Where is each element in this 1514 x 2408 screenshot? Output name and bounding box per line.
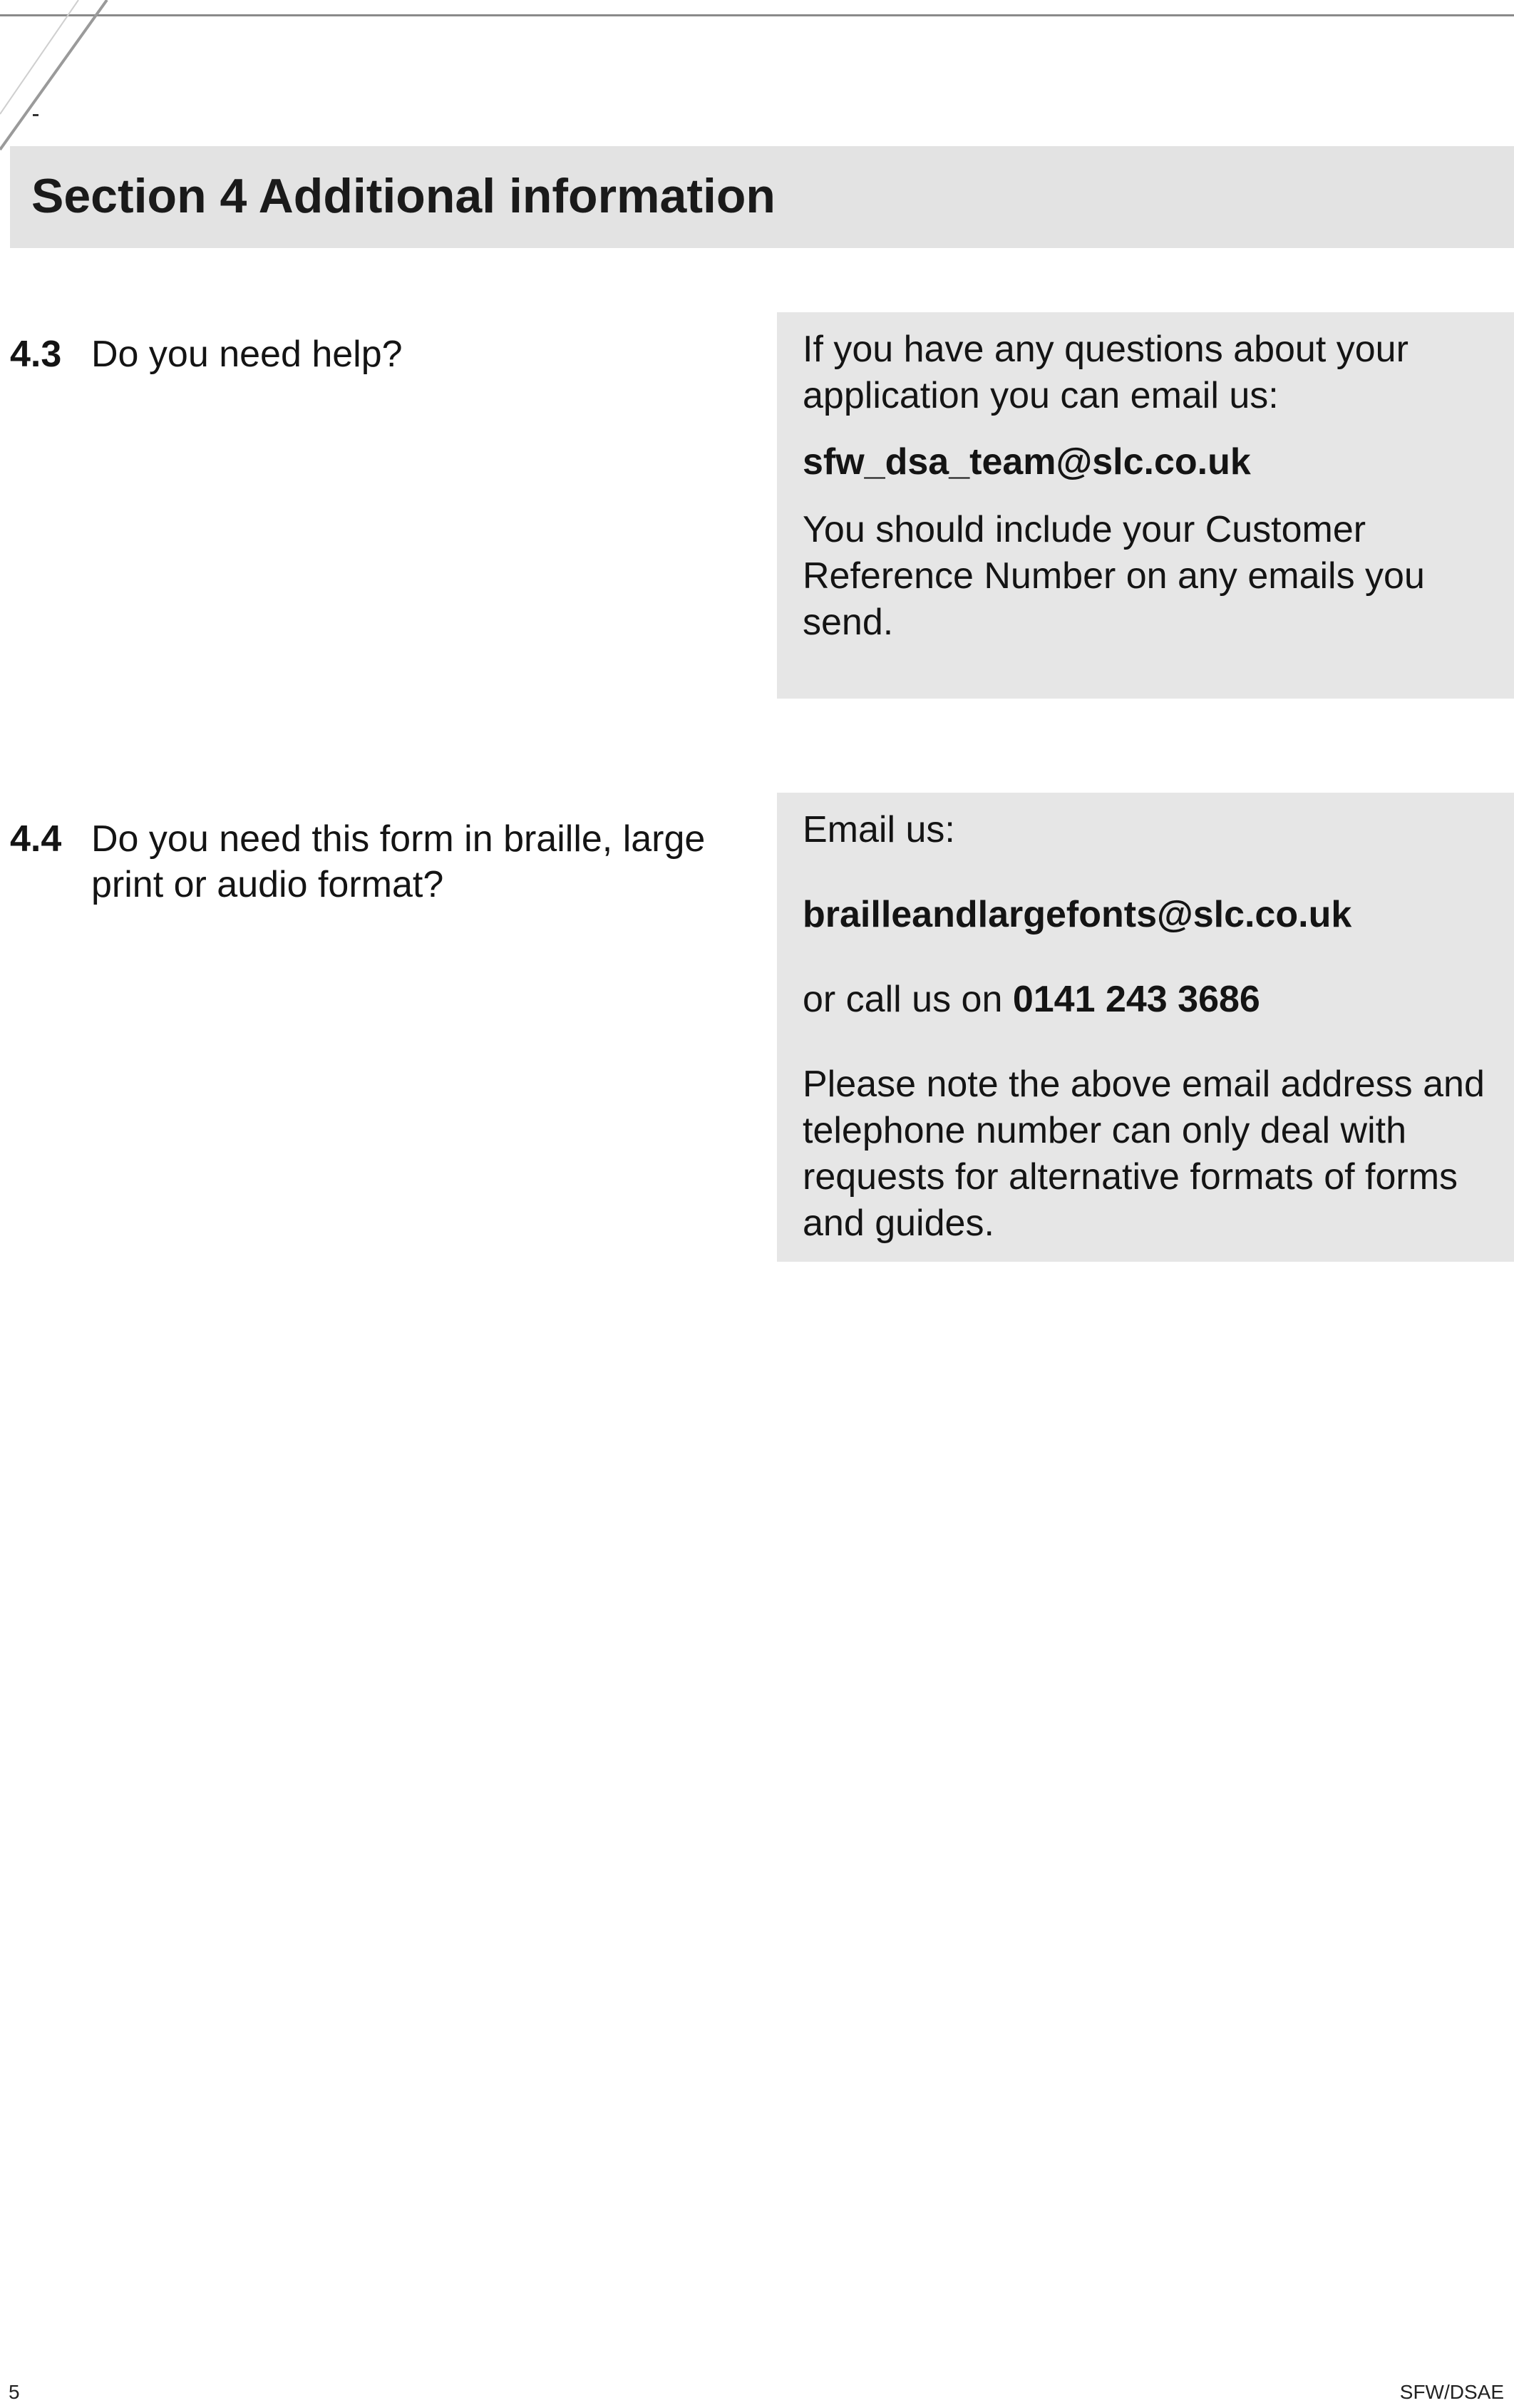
page-number: 5 — [9, 2381, 20, 2403]
section-header — [10, 146, 1514, 248]
format-note-text: Please note the above email address and telephone number can only deal with requests for alternative formats of forms and guides. — [803, 1064, 1485, 1244]
section-title: Section 4 Additional information — [31, 169, 776, 223]
help-note-text: You should include your Customer Reference Number on any emails you send. — [803, 509, 1425, 643]
question-4-3 — [10, 331, 751, 381]
question-number: 4.4 — [10, 818, 62, 860]
call-prefix-text: or call us on — [803, 979, 1003, 1020]
form-code: SFW/DSAE — [1399, 2381, 1504, 2403]
question-4-4 — [10, 816, 751, 916]
format-call-line — [803, 977, 1501, 1023]
question-text: Do you need this form in braille, large print or audio format? — [91, 818, 706, 905]
format-email-address: brailleandlargefonts@slc.co.uk — [803, 894, 1352, 935]
help-intro-text: If you have any questions about your application you can email us: — [803, 329, 1409, 416]
format-email-label: Email us: — [803, 809, 955, 850]
page-corner-fold — [0, 0, 121, 164]
format-phone-number: 0141 243 3686 — [1012, 979, 1260, 1020]
help-info-box — [777, 312, 1514, 699]
question-text: Do you need help? — [91, 334, 403, 375]
help-email-address: sfw_dsa_team@slc.co.uk — [803, 441, 1251, 483]
top-scan-rule — [0, 14, 1514, 16]
question-number: 4.3 — [10, 334, 62, 375]
alternative-format-box — [777, 793, 1514, 1262]
